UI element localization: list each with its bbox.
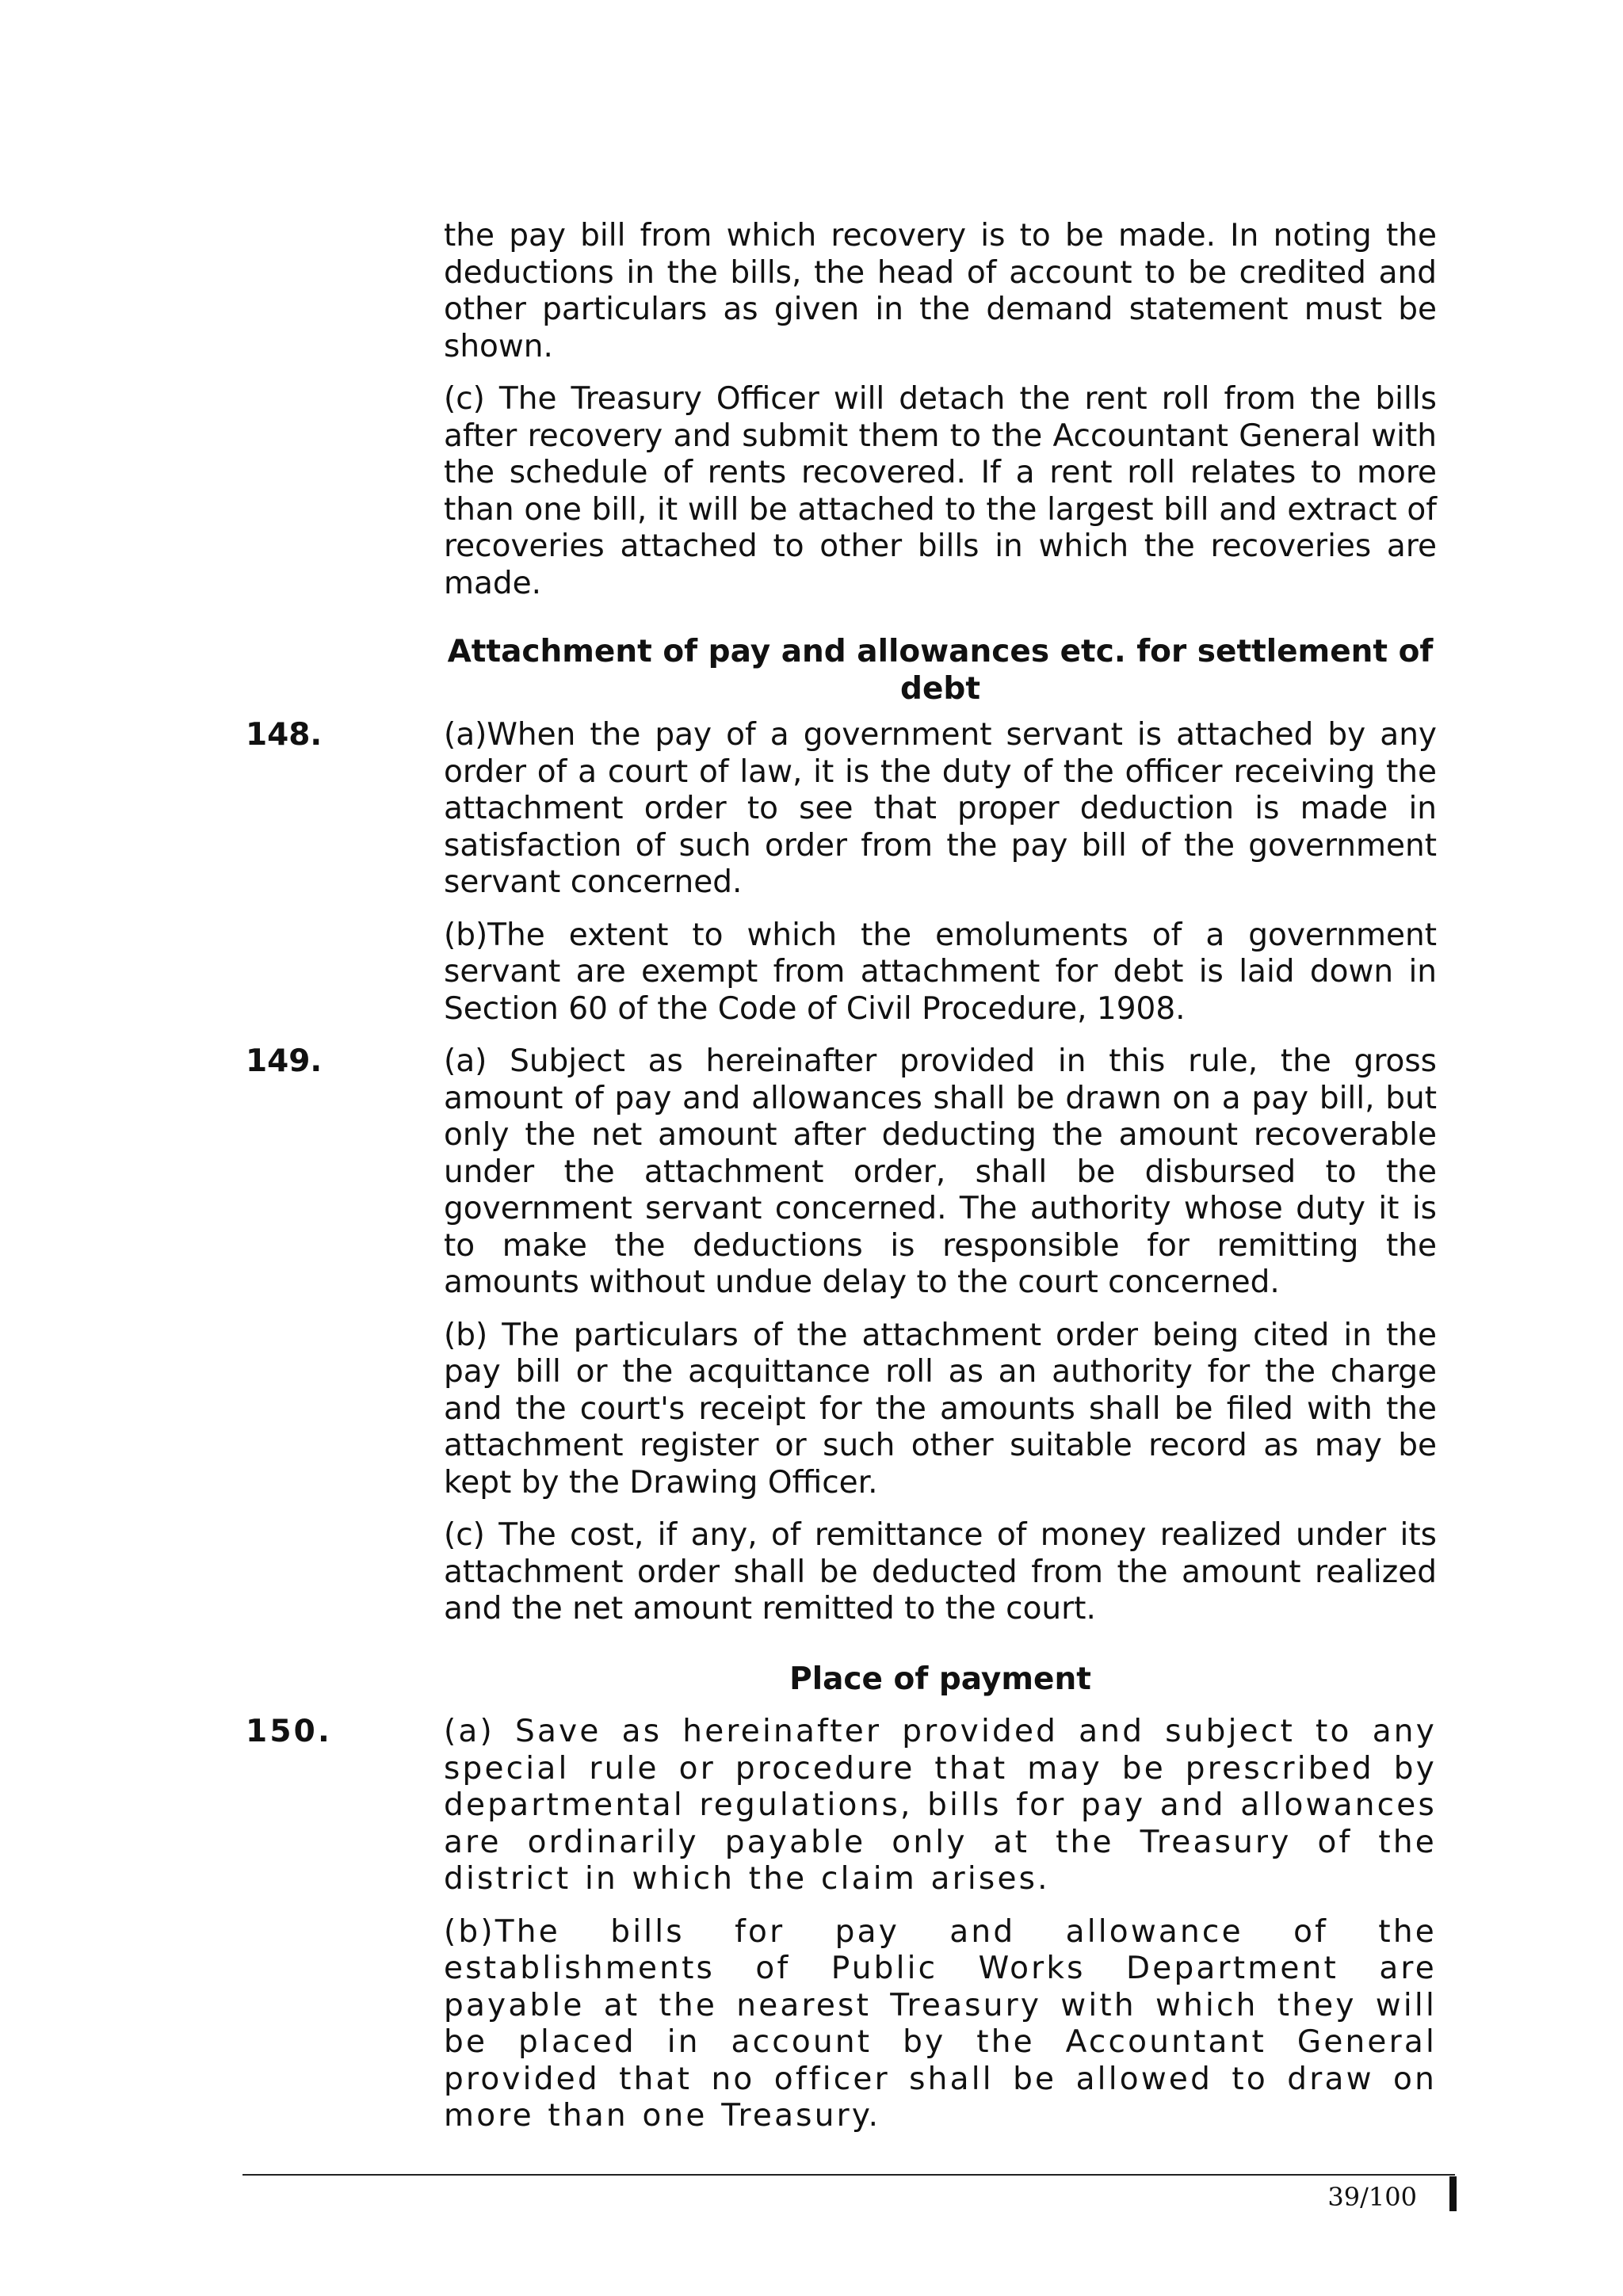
- page-number: 39/100: [1327, 2182, 1417, 2212]
- rule-number-148: 148.: [246, 717, 323, 753]
- page-marker-bar: [1449, 2176, 1457, 2211]
- rule-148a-text: (a)When the pay of a government servant is attached by any order of a court of law, it is the duty of the officer receiving the attachment order to see that proper deduction is made in satisfaction of such order from the pay bill of the government servant concerned.: [444, 717, 1437, 900]
- rule-number-149: 149.: [246, 1043, 323, 1079]
- footer-divider: [242, 2174, 1455, 2176]
- rule-149-clause-b: (b) The particulars of the attachment order being cited in the pay bill or the acquittance roll as an authority for the charge and the court's receipt for the amounts shall be filed with the attachment register or such other suitable record as may be kept by the Drawing Officer.: [444, 1317, 1437, 1501]
- rule-149a-text: (a) Subject as hereinafter provided in this rule, the gross amount of pay and allowances shall be drawn on a pay bill, but only the net amount after deducting the amount recoverable under the attachment order, shall be disbursed to the government servant concerned. The authority whose duty it is to make the deductions is responsible for remitting the amounts without undue delay to the court concerned.: [444, 1043, 1437, 1300]
- rule-149-clause-a: [246, 1043, 1437, 1302]
- paragraph-147c: (c) The Treasury Officer will detach the rent roll from the bills after recovery and submit them to the Accountant General with the schedule of rents recovered. If a rent roll relates to more than one bill, it will be attached to the largest bill and extract of recoveries attached to other bills in which the recoveries are made.: [444, 381, 1437, 601]
- rule-150a-text: (a) Save as hereinafter provided and subject to any special rule or procedure that may be prescribed by departmental regulations, bills for pay and allowances are ordinarily payable only at the Treasury of the district in which the claim arises.: [444, 1714, 1437, 1897]
- section-heading-attachment: Attachment of pay and allowances etc. for settlement of debt: [447, 634, 1434, 707]
- paragraph-continuation: the pay bill from which recovery is to be made. In noting the deductions in the bills, the head of account to be credited and other particulars as given in the demand statement must be shown.: [444, 218, 1437, 364]
- section-heading-place-of-payment: Place of payment: [789, 1661, 1091, 1697]
- rule-148-clause-b: (b)The extent to which the emoluments of a government servant are exempt from attachment for debt is laid down in Section 60 of the Code of Civil Procedure, 1908.: [444, 917, 1437, 1027]
- rule-149-clause-c: (c) The cost, if any, of remittance of money realized under its attachment order shall be deducted from the amount realized and the net amount remitted to the court.: [444, 1517, 1437, 1627]
- rule-number-150: 150.: [246, 1714, 333, 1749]
- document-body: [246, 218, 1437, 2151]
- rule-150-clause-b: (b)The bills for pay and allowance of the establishments of Public Works Department are payable at the nearest Treasury with which they will be placed in account by the Accountant General provided that no officer shall be allowed to draw on more than one Treasury.: [444, 1913, 1437, 2134]
- rule-150-clause-a: [246, 1714, 1437, 1898]
- rule-148-clause-a: [246, 717, 1437, 902]
